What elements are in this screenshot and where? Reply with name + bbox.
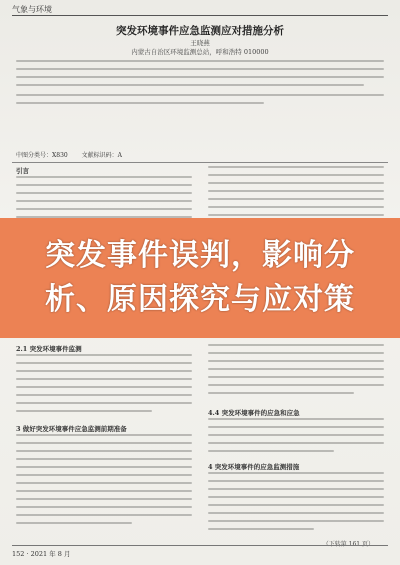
continued-note [323, 539, 374, 548]
journal-name: 气象与环境 [12, 5, 52, 14]
banner-line-1: 突发事件误判，影响分 [45, 238, 355, 273]
section-2-1-heading: 2.1 突发环境事件监测 [16, 345, 82, 353]
left-column-text-bottom [16, 434, 192, 534]
section-3-heading: 3 做好突发环境事件应急监测前期准备 [16, 425, 127, 433]
right-column-text-bottom [208, 472, 384, 536]
section-4-heading: 4 突发环境事件的应急监测措施 [208, 463, 300, 471]
abstract-block [16, 58, 384, 118]
section-intro-heading: 引言 [16, 167, 29, 175]
right-column-text-lower [208, 418, 384, 458]
footer-rule [12, 545, 388, 546]
article-author: 王晓燕 [190, 39, 210, 47]
title-banner-overlay [0, 218, 400, 338]
left-column-text-top [16, 176, 192, 218]
abstract-separator [12, 162, 388, 163]
banner-line-2: 析、原因探究与应对策 [45, 282, 355, 317]
page-footer: 152 · 2021 年 8 月 [12, 550, 71, 558]
classification-row [16, 150, 384, 158]
article-title: 突发环境事件应急监测应对措施分析 [116, 25, 284, 37]
class-number: 中图分类号：X830 [16, 152, 68, 159]
article-affiliation: 内蒙古自治区环境监测总站，呼和浩特 010000 [131, 48, 269, 56]
header-rule [12, 15, 388, 16]
right-column-text-top [208, 166, 384, 218]
left-column-text-mid [16, 354, 192, 420]
section-4-4-heading: 4.4 突发环境事件的应急和应急 [208, 409, 300, 417]
right-column-text-mid [208, 344, 384, 402]
document-code: 文献标识码：A [81, 152, 122, 159]
